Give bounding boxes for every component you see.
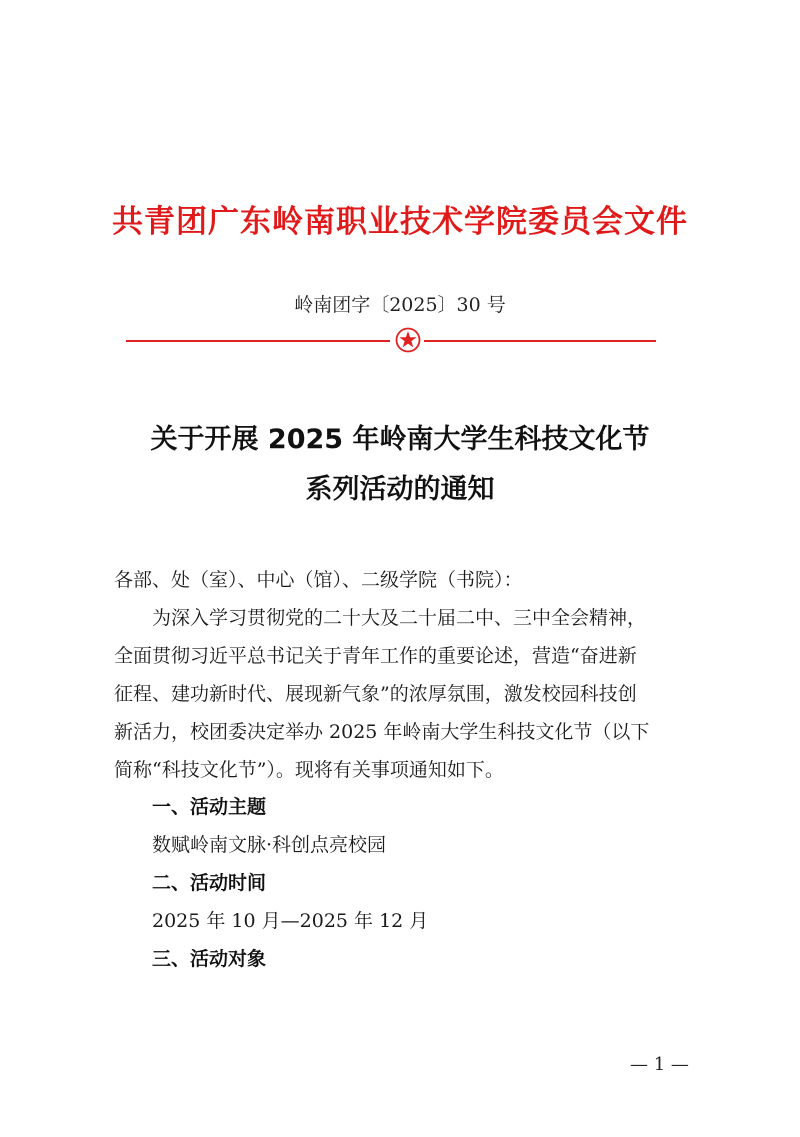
- paragraph-line: 简称“科技文化节”）。现将有关事项通知如下。: [114, 759, 504, 781]
- paragraph-line: 为深入学习贯彻党的二十大及二十届二中、三中全会精神，: [152, 607, 647, 629]
- issuer-header-title: 共青团广东岭南职业技术学院委员会文件: [112, 204, 688, 240]
- salutation: 各部、处（室）、中心（馆）、二级学院（书院）：: [114, 569, 523, 591]
- section-1-heading: 一、活动主题: [152, 796, 267, 818]
- notice-title-line-1: 关于开展 2025 年岭南大学生科技文化节: [150, 424, 650, 455]
- section-1-text: 数赋岭南文脉·科创点亮校园: [152, 834, 387, 856]
- notice-title-line-2: 系列活动的通知: [305, 474, 495, 505]
- paragraph-line: 新活力，校团委决定举办 2025 年岭南大学生科技文化节（以下: [114, 721, 650, 743]
- red-star-emblem: [395, 327, 421, 353]
- paragraph-line: 全面贯彻习近平总书记关于青年工作的重要论述，营造“奋进新: [114, 645, 637, 667]
- section-2-text: 2025 年 10 月—2025 年 12 月: [152, 910, 429, 932]
- red-divider-left: [126, 340, 390, 342]
- paragraph-line: 征程、建功新时代、展现新气象”的浓厚氛围，激发校园科技创: [114, 683, 637, 705]
- section-3-heading: 三、活动对象: [152, 948, 267, 970]
- page-number: — 1 —: [630, 1054, 689, 1075]
- red-divider-right: [424, 340, 656, 342]
- document-number: 岭南团字〔2025〕30 号: [294, 294, 506, 316]
- section-2-heading: 二、活动时间: [152, 872, 267, 894]
